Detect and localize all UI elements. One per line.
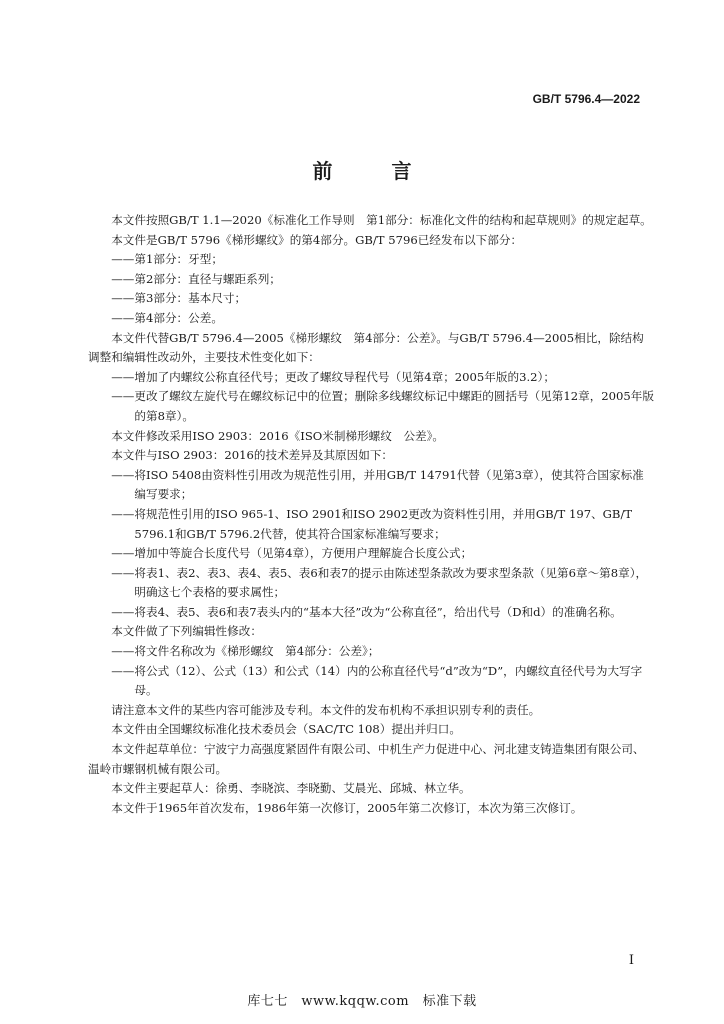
paragraph: 本文件修改采用ISO 2903：2016《ISO米制梯形螺纹 公差》。: [111, 428, 445, 443]
list-item: ——更改了螺纹左旋代号在螺纹标记中的位置；删除多线螺纹标记中螺距的圆括号（见第12章，2005年版的第8章）。: [111, 389, 654, 423]
paragraph: 本文件是GB/T 5796《梯形螺纹》的第4部分。GB/T 5796已经发布以下部分：: [111, 232, 523, 247]
paragraph: 本文件与ISO 2903：2016的技术差异及其原因如下：: [111, 448, 394, 463]
foreword-body: [88, 211, 654, 818]
list-item: ——将ISO 5408由资料性引用改为规范性引用，并用GB/T 14791代替（见第3章），使其符合国家标准编写要求；: [111, 467, 644, 502]
list-item: ——第3部分：基本尺寸；: [111, 291, 247, 306]
page-title: 前 言: [312, 159, 438, 183]
paragraph: 本文件于1965年首次发布，1986年第一次修订，2005年第二次修订，本次为第三次修订。: [111, 800, 583, 815]
paragraph: 请注意本文件的某些内容可能涉及专利。本文件的发布机构不承担识别专利的责任。: [111, 702, 541, 717]
paragraph: 本文件主要起草人：徐勇、李晓滨、李晓勤、艾晨光、邱城、林立华。: [111, 781, 471, 796]
list-item: ——将公式（12）、公式（13）和公式（14）内的公称直径代号“d”改为“D”，内螺纹直径代号为大写字母。: [111, 663, 643, 698]
footer-watermark: 库七七 www.kqqw.com 标准下载: [247, 994, 477, 1009]
paragraph: 本文件由全国螺纹标准化技术委员会（SAC/TC 108）提出并归口。: [111, 722, 461, 737]
paragraph: 本文件起草单位：宁波宁力高强度紧固件有限公司、中机生产力促进中心、河北建支铸造集团有限公司、温岭市螺钢机械有限公司。: [88, 742, 645, 776]
list-item: ——将规范性引用的ISO 965-1、ISO 2901和ISO 2902更改为资料性引用，并用GB/T 197、GB/T 5796.1和GB/T 5796.2代替，使其符合国家标准编写要求；: [111, 506, 633, 541]
paragraph: 本文件代替GB/T 5796.4—2005《梯形螺纹 第4部分：公差》。与GB/T 5796.4—2005相比，除结构调整和编辑性改动外，主要技术性变化如下：: [88, 330, 644, 365]
standard-code: GB/T 5796.4—2022: [532, 92, 640, 106]
list-item: ——将表4、表5、表6和表7表头内的“基本大径”改为“公称直径”，给出代号（D和d）的准确名称。: [111, 604, 622, 619]
list-item: ——增加中等旋合长度代号（见第4章），方便用户理解旋合长度公式；: [111, 546, 473, 561]
list-item: ——第2部分：直径与螺距系列；: [111, 271, 281, 286]
list-item: ——将文件名称改为《梯形螺纹 第4部分：公差》；: [111, 644, 380, 659]
list-item: ——将表1、表2、表3、表4、表5、表6和表7的提示由陈述型条款改为要求型条款（见第6章～第8章），明确这七个表格的要求属性；: [111, 565, 648, 600]
list-item: ——第1部分：牙型；: [111, 252, 223, 267]
paragraph: 本文件按照GB/T 1.1—2020《标准化工作导则 第1部分：标准化文件的结构和起草规则》的规定起草。: [111, 213, 652, 227]
paragraph: 本文件做了下列编辑性修改：: [111, 624, 262, 639]
list-item: ——第4部分：公差。: [111, 310, 223, 325]
page-number: I: [628, 953, 634, 968]
list-item: ——增加了内螺纹公称直径代号；更改了螺纹导程代号（见第4章；2005年版的3.2）；: [111, 369, 555, 384]
